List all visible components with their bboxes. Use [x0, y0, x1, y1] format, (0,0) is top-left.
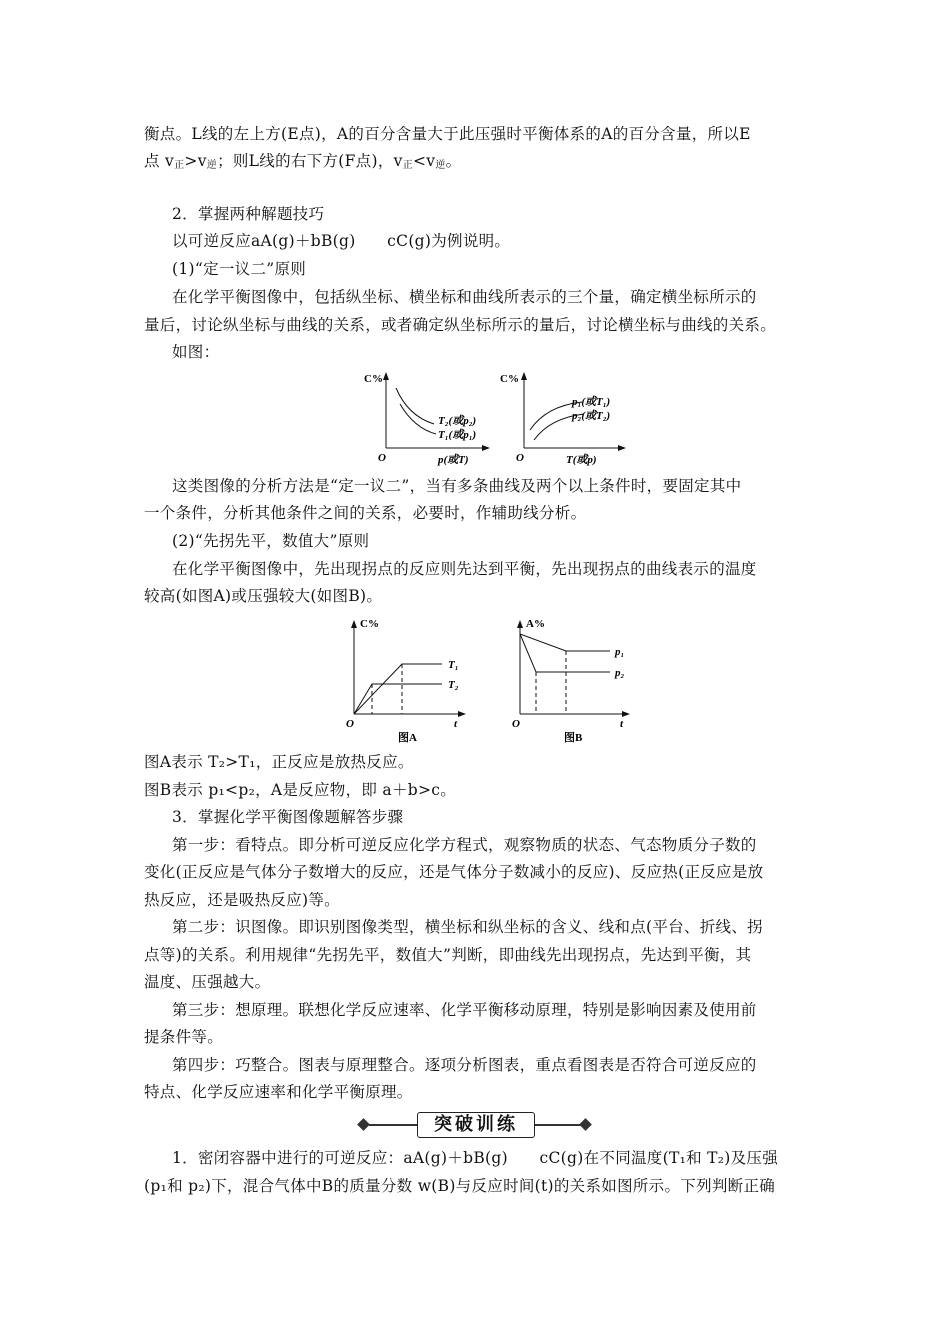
fig1-right-x-arrow — [618, 445, 626, 451]
banner-right-diamond — [579, 1118, 592, 1131]
figB-y-arrow — [517, 620, 523, 628]
sec2-p1-line2: 量后，讨论纵坐标与曲线的关系，或者确定纵坐标所示的量后，讨论横坐标与曲线的关系。 — [144, 316, 777, 334]
sec2-heading: 2．掌握两种解题技巧 — [172, 205, 325, 223]
figA-y-arrow — [351, 620, 357, 628]
sec3-step4-line2: 特点、化学反应速率和化学平衡原理。 — [144, 1083, 413, 1101]
figB-note: 图B表示 p₁<p₂，A是反应物，即 a＋b>c。 — [144, 781, 457, 799]
para1-l2-b: >v — [184, 152, 207, 170]
figure-fixed-one-discuss-two — [350, 368, 630, 468]
figure-first-turn-first-flat — [330, 614, 640, 746]
para1-l2-d: <v — [413, 152, 436, 170]
figA-curve-t1 — [354, 664, 442, 714]
para1-l2-sub4: 逆 — [435, 160, 446, 171]
sec2-as-fig: 如图： — [172, 343, 220, 361]
figA-ylabel: C% — [360, 618, 379, 630]
sec2-p2-title: (2)“先拐先平，数值大”原则 — [172, 532, 370, 550]
para1-l2-e: 。 — [445, 152, 462, 170]
sec2-p2-line2: 较高(如图A)或压强较大(如图B)。 — [144, 587, 383, 605]
training-banner — [357, 1108, 593, 1142]
figB-curve-p2 — [520, 634, 610, 672]
fig1-right-xlabel: T(或p) — [566, 454, 597, 466]
fig2-graph-a — [346, 618, 466, 744]
figA-x-arrow — [458, 711, 466, 717]
fig1-left-y-arrow — [383, 372, 389, 380]
sec3-step3-line1: 第三步：想原理。联想化学反应速率、化学平衡移动原理，特别是影响因素及使用前 — [172, 1001, 757, 1019]
sec3-step1-line1: 第一步：看特点。即分析可逆反应化学方程式，观察物质的状态、气态物质分子数的 — [172, 836, 757, 854]
para1-l2-sub1: 正 — [174, 160, 185, 171]
figB-x-arrow — [622, 711, 630, 717]
sec3-step2-line2: 点等)的关系。利用规律“先拐先平，数值大”判断，即曲线先出现拐点，先达到平衡，其 — [144, 946, 752, 964]
fig1-right-origin: O — [516, 452, 524, 464]
fig1-right-curve-label-1: p₁(或T₁) — [572, 396, 611, 408]
sec3-step2-line3: 温度、压强越大。 — [144, 973, 271, 991]
banner-title: 突破训练 — [417, 1112, 535, 1138]
figA-x-label: t — [454, 718, 458, 730]
para1-l2-sub2: 逆 — [206, 160, 218, 171]
fig1-left-x-arrow — [482, 445, 490, 451]
fig1-left-graph — [364, 372, 490, 466]
sec2-example: 以可逆反应aA(g)＋bB(g) cC(g)为例说明。 — [172, 232, 511, 250]
figB-origin: O — [512, 718, 520, 730]
figA-curve-t2 — [354, 684, 442, 714]
para1-l2-a: 点 v — [144, 152, 175, 170]
fig1-left-curve-label-1: T₂(或p₂) — [438, 415, 477, 427]
figA-origin: O — [346, 718, 354, 730]
sec2-p2-line1: 在化学平衡图像中，先出现拐点的反应则先达到平衡，先出现拐点的曲线表示的温度 — [172, 560, 757, 578]
sec3-step1-line3: 热反应，还是吸热反应)等。 — [144, 891, 340, 909]
fig1-left-origin: O — [378, 452, 386, 464]
figA-caption: 图A — [398, 732, 417, 744]
para1-line2 — [144, 150, 814, 177]
sec3-step3-line2: 提条件等。 — [144, 1028, 224, 1046]
q1-line2: (p₁和 p₂)下，混合气体中B的质量分数 w(B)与反应时间(t)的关系如图所示。下列判断正确 — [144, 1177, 776, 1195]
fig1-right-graph — [500, 372, 626, 466]
fig1-left-curve-label-2: T₁(或p₁) — [438, 429, 477, 441]
sec3-heading: 3．掌握化学平衡图像题解答步骤 — [172, 808, 404, 826]
sec3-step1-line2: 变化(正反应是气体分子数增大的反应，还是气体分子数减小的反应)、反应热(正反应是放 — [144, 863, 764, 881]
sec2-p1-analysis-line1: 这类图像的分析方法是“定一议二”，当有多条曲线及两个以上条件时，要固定其中 — [172, 477, 742, 495]
sec2-p1-title: (1)“定一议二”原则 — [172, 260, 307, 278]
figB-x-label: t — [620, 718, 624, 730]
fig1-left-ylabel: C% — [364, 373, 383, 385]
figA-label-t2: T₂ — [448, 679, 459, 691]
figB-ylabel: A% — [526, 618, 545, 630]
para1-line1: 衡点。L线的左上方(E点)，A的百分含量大于此压强时平衡体系的A的百分含量，所以E — [144, 125, 751, 143]
para1-l2-c: ；则L线的右下方(F点)，v — [217, 152, 403, 170]
sec2-p1-line1: 在化学平衡图像中，包括纵坐标、横坐标和曲线所表示的三个量，确定横坐标所示的 — [172, 288, 757, 306]
banner-left-diamond — [357, 1118, 370, 1131]
figB-caption: 图B — [564, 732, 583, 744]
banner-right-line — [535, 1124, 581, 1126]
fig2-graph-b — [512, 618, 630, 744]
sec2-p1-analysis-line2: 一个条件，分析其他条件之间的关系，必要时，作辅助线分析。 — [144, 504, 587, 522]
figB-label-p1: p₁ — [615, 646, 625, 658]
fig1-right-y-arrow — [521, 372, 527, 380]
fig1-right-ylabel: C% — [500, 373, 519, 385]
figA-label-t1: T₁ — [448, 659, 459, 671]
para1-l2-sub3: 正 — [402, 160, 413, 171]
figB-curve-p1 — [520, 634, 610, 651]
q1-line1: 1．密闭容器中进行的可逆反应：aA(g)＋bB(g) cC(g)在不同温度(T₁和 T₂)及压强 — [172, 1149, 779, 1167]
banner-left-line — [369, 1124, 417, 1126]
sec3-step2-line1: 第二步：识图像。即识别图像类型，横坐标和纵坐标的含义、线和点(平台、折线、拐 — [172, 918, 763, 936]
fig1-left-curve-lower — [400, 404, 436, 434]
figB-label-p2: p₂ — [615, 667, 625, 679]
fig1-right-curve-label-2: p₂(或T₂) — [572, 410, 611, 422]
figA-note: 图A表示 T₂>T₁，正反应是放热反应。 — [144, 753, 414, 771]
sec3-step4-line1: 第四步：巧整合。图表与原理整合。逐项分析图表，重点看图表是否符合可逆反应的 — [172, 1056, 757, 1074]
fig1-left-xlabel: p(或T) — [438, 454, 469, 466]
